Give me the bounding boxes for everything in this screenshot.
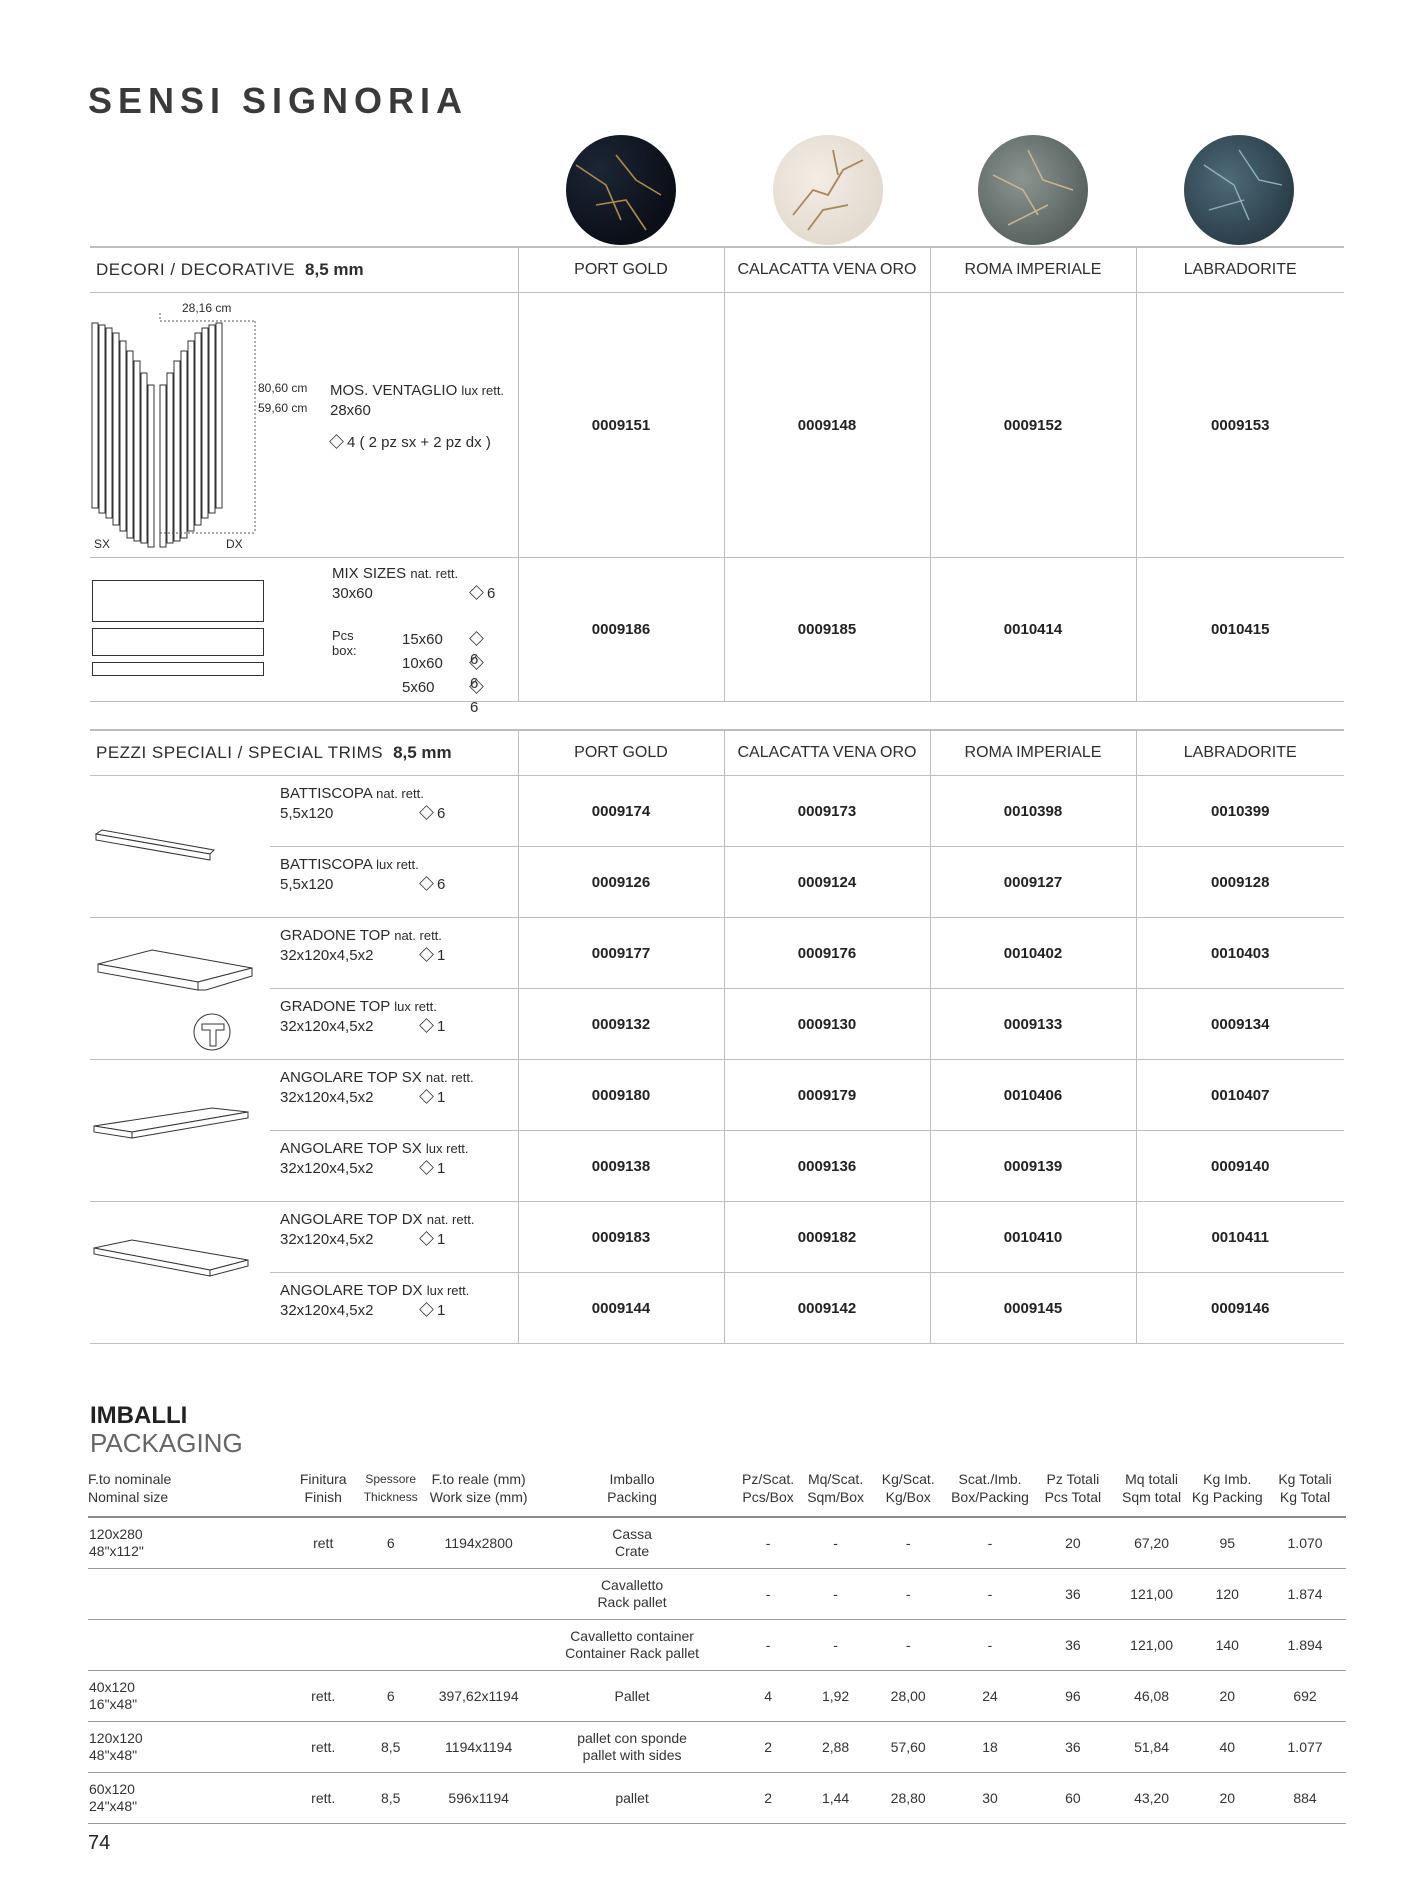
- code-cell: 0009127: [930, 847, 1136, 918]
- packaging-cell: 95: [1190, 1517, 1264, 1569]
- code-cell: 0009126: [518, 847, 724, 918]
- trim-qty: 1: [437, 1231, 446, 1248]
- box-icon: [419, 1302, 434, 1317]
- sub-qty: 6: [470, 675, 479, 692]
- header-it: F.to nominale: [88, 1471, 172, 1487]
- trim-size: 32x120x4,5x2: [280, 947, 374, 964]
- header-en: Kg Total: [1279, 1489, 1331, 1505]
- packaging-cell: 1.894: [1264, 1620, 1346, 1671]
- packaging-cell: rett.: [293, 1671, 354, 1722]
- packaging-cell: 120: [1190, 1569, 1264, 1620]
- trim-row: [90, 847, 1344, 918]
- header-en: Kg Packing: [1191, 1489, 1263, 1505]
- header-en: Box/Packing: [951, 1489, 1029, 1505]
- box-icon: [419, 876, 434, 891]
- packaging-cell: 1,92: [802, 1671, 870, 1722]
- packaging-cell: 40: [1190, 1722, 1264, 1773]
- decorative-label: DECORI / DECORATIVE: [96, 260, 296, 279]
- packaging-cell: -: [869, 1517, 947, 1569]
- swatch-labradorite: [1184, 135, 1294, 245]
- header-it: Pz/Scat.: [742, 1471, 795, 1487]
- packaging-cell: 28,00: [869, 1671, 947, 1722]
- trim-row: [90, 1131, 1344, 1202]
- packaging-cell: 2: [734, 1773, 802, 1824]
- packaging-cell: rett: [293, 1517, 354, 1569]
- packaging-cell: Pallet: [530, 1671, 735, 1722]
- trim-finish: nat. rett.: [425, 1070, 474, 1085]
- trim-row: [90, 918, 1344, 989]
- trim-qty: 1: [437, 1160, 446, 1177]
- code-cell: 0009144: [518, 1273, 724, 1344]
- trim-finish: lux rett.: [426, 1283, 470, 1298]
- packaging-cell: 36: [1033, 1569, 1113, 1620]
- header-en: Sqm/Box: [807, 1489, 864, 1505]
- code-cell: 0009176: [724, 918, 930, 989]
- header-it: Kg Totali: [1278, 1471, 1332, 1487]
- header-en: Finish: [304, 1489, 342, 1505]
- trim-name: ANGOLARE TOP SX: [280, 1069, 422, 1086]
- packaging-cell: -: [734, 1620, 802, 1671]
- header-en: Packing: [607, 1489, 657, 1505]
- packaging-cell: [293, 1569, 354, 1620]
- sub-size: 5x60: [402, 679, 435, 696]
- box-icon: [469, 679, 484, 694]
- packaging-cell: 60: [1033, 1773, 1113, 1824]
- trim-row: [90, 989, 1344, 1060]
- code-cell: 0010402: [930, 918, 1136, 989]
- packaging-cell: 20: [1190, 1773, 1264, 1824]
- packaging-cell: pallet: [530, 1773, 735, 1824]
- code-cell: 0009124: [724, 847, 930, 918]
- packaging-cell: 1194x2800: [428, 1517, 530, 1569]
- packaging-cell: -: [734, 1569, 802, 1620]
- packaging-cell: Cavalletto container Container Rack pallet: [530, 1620, 735, 1671]
- code-cell: 0010407: [1136, 1060, 1344, 1131]
- mos-ventaglio-cell: [90, 293, 518, 558]
- packaging-row: [88, 1569, 1346, 1620]
- code-cell: 0010411: [1136, 1202, 1344, 1273]
- code-cell: 0010415: [1136, 558, 1344, 702]
- trim-qty: 6: [437, 876, 446, 893]
- code-cell: 0009146: [1136, 1273, 1344, 1344]
- trim-illustration: [90, 1060, 270, 1202]
- dim-width: 28,16 cm: [182, 301, 232, 315]
- code-cell: 0009177: [518, 918, 724, 989]
- trim-description: [270, 1131, 518, 1202]
- sub-size: 15x60: [402, 631, 443, 648]
- mos-finish: lux rett.: [461, 383, 505, 398]
- trim-row: [90, 776, 1344, 847]
- packaging-cell: Cassa Crate: [530, 1517, 735, 1569]
- trim-name: GRADONE TOP: [280, 998, 391, 1015]
- sub-qty: 6: [470, 699, 479, 716]
- col-labradorite: LABRADORITE: [1136, 730, 1344, 776]
- code-cell: 0010410: [930, 1202, 1136, 1273]
- trim-finish: nat. rett.: [376, 786, 424, 801]
- label-sx: SX: [94, 537, 111, 551]
- packaging-cell: 397,62x1194: [428, 1671, 530, 1722]
- code-cell: 0009174: [518, 776, 724, 847]
- packaging-cell: -: [947, 1620, 1033, 1671]
- trim-finish: lux rett.: [425, 1141, 469, 1156]
- packaging-header: [947, 1470, 1033, 1517]
- code-cell: 0009132: [518, 989, 724, 1060]
- sub-size: 10x60: [402, 655, 443, 672]
- trim-qty: 1: [437, 1302, 446, 1319]
- code-cell: 0009151: [518, 293, 724, 558]
- box-icon: [419, 1231, 434, 1246]
- code-cell: 0009134: [1136, 989, 1344, 1060]
- packaging-header: [293, 1470, 354, 1517]
- trim-qty: 1: [437, 1018, 446, 1035]
- code-cell: 0009128: [1136, 847, 1344, 918]
- packaging-row: [88, 1517, 1346, 1569]
- packaging-cell: 4: [734, 1671, 802, 1722]
- mix-sizes-desc: [332, 564, 512, 716]
- trim-size: 5,5x120: [280, 805, 334, 822]
- header-it: Kg/Scat.: [881, 1471, 935, 1487]
- box-icon: [419, 1018, 434, 1033]
- special-trims-table: [90, 729, 1344, 1344]
- code-cell: 0010406: [930, 1060, 1136, 1131]
- mos-size: 28x60: [330, 402, 371, 419]
- packaging-header: [1190, 1470, 1264, 1517]
- header-en: Sqm total: [1122, 1489, 1182, 1505]
- packaging-cell: 8,5: [354, 1773, 428, 1824]
- trim-qty: 1: [437, 947, 446, 964]
- packaging-cell: -: [869, 1620, 947, 1671]
- header-en: Pcs/Box: [742, 1489, 794, 1505]
- packaging-header: [1264, 1470, 1346, 1517]
- packaging-cell: 57,60: [869, 1722, 947, 1773]
- packaging-cell: [88, 1569, 293, 1620]
- trim-row: [90, 1202, 1344, 1273]
- packaging-row: [88, 1773, 1346, 1824]
- packaging-header: [802, 1470, 870, 1517]
- box-icon: [469, 585, 484, 600]
- packaging-cell: -: [734, 1517, 802, 1569]
- box-icon: [419, 1089, 434, 1104]
- code-cell: 0009183: [518, 1202, 724, 1273]
- mix-sub-row: [402, 678, 479, 716]
- swatch-roma-imperiale: [978, 135, 1088, 245]
- label-dx: DX: [226, 537, 243, 551]
- trim-qty: 6: [437, 805, 446, 822]
- packaging-cell: [428, 1569, 530, 1620]
- trim-illustration: [90, 918, 270, 1060]
- trim-description: [270, 989, 518, 1060]
- code-cell: 0009182: [724, 1202, 930, 1273]
- packaging-cell: 596x1194: [428, 1773, 530, 1824]
- tile-15x60: [92, 628, 264, 656]
- code-cell: 0009142: [724, 1273, 930, 1344]
- packaging-heading: [90, 1402, 243, 1459]
- code-cell: 0009153: [1136, 293, 1344, 558]
- swatch-port-gold: [566, 135, 676, 245]
- packaging-cell: 1.070: [1264, 1517, 1346, 1569]
- code-cell: 0009179: [724, 1060, 930, 1131]
- page-title: SENSI SIGNORIA: [88, 80, 469, 121]
- packaging-cell: [354, 1569, 428, 1620]
- trim-size: 32x120x4,5x2: [280, 1089, 374, 1106]
- trim-description: [270, 776, 518, 847]
- header-it: Imballo: [609, 1471, 655, 1487]
- packaging-cell: 36: [1033, 1620, 1113, 1671]
- box-icon: [419, 805, 434, 820]
- packaging-cell: 2,88: [802, 1722, 870, 1773]
- mix-name: MIX SIZES: [332, 565, 407, 582]
- packaging-table: [88, 1470, 1346, 1824]
- packaging-cell: 884: [1264, 1773, 1346, 1824]
- mos-name: MOS. VENTAGLIO: [330, 382, 458, 399]
- packaging-cell: 140: [1190, 1620, 1264, 1671]
- page-number: 74: [88, 1832, 111, 1854]
- trim-size: 32x120x4,5x2: [280, 1302, 374, 1319]
- trim-name: BATTISCOPA: [280, 856, 372, 873]
- header-it: Scat./Imb.: [958, 1471, 1022, 1487]
- trim-size: 32x120x4,5x2: [280, 1018, 374, 1035]
- code-cell: 0009140: [1136, 1131, 1344, 1202]
- packaging-header: [428, 1470, 530, 1517]
- packaging-cell: 18: [947, 1722, 1033, 1773]
- packaging-cell: rett.: [293, 1722, 354, 1773]
- packaging-cell: rett.: [293, 1773, 354, 1824]
- trim-description: [270, 918, 518, 989]
- trims-label: PEZZI SPECIALI / SPECIAL TRIMS: [96, 743, 384, 762]
- packaging-cell: 40x120 16"x48": [88, 1671, 293, 1722]
- trim-name: ANGOLARE TOP DX: [280, 1211, 423, 1228]
- mos-ventaglio-drawing: [90, 293, 330, 555]
- packaging-cell: 20: [1190, 1671, 1264, 1722]
- code-cell: 0009138: [518, 1131, 724, 1202]
- packaging-cell: 1.874: [1264, 1569, 1346, 1620]
- trim-finish: nat. rett.: [394, 928, 442, 943]
- box-icon: [419, 947, 434, 962]
- packaging-cell: 96: [1033, 1671, 1113, 1722]
- header-it: Pz Totali: [1046, 1471, 1100, 1487]
- packaging-cell: 51,84: [1113, 1722, 1191, 1773]
- code-cell: 0009136: [724, 1131, 930, 1202]
- sub-qty: 6: [470, 651, 479, 668]
- packaging-cell: 1,44: [802, 1773, 870, 1824]
- packaging-cell: 67,20: [1113, 1517, 1191, 1569]
- trim-row: [90, 1273, 1344, 1344]
- header-it: Spessore: [365, 1472, 417, 1486]
- swatch-calacatta-vena-oro: [773, 135, 883, 245]
- packaging-cell: 121,00: [1113, 1569, 1191, 1620]
- header-en: Kg/Box: [885, 1489, 931, 1505]
- packaging-header: [1033, 1470, 1113, 1517]
- packaging-cell: -: [802, 1620, 870, 1671]
- header-it: Mq totali: [1125, 1471, 1179, 1487]
- packaging-cell: 692: [1264, 1671, 1346, 1722]
- packaging-title-en: PACKAGING: [90, 1428, 243, 1458]
- packaging-cell: -: [802, 1517, 870, 1569]
- code-cell: 0009145: [930, 1273, 1136, 1344]
- mix-sizes-cell: [90, 558, 518, 716]
- mix-sub-sizes: [402, 630, 479, 716]
- packaging-cell: [88, 1620, 293, 1671]
- header-it: Finitura: [299, 1471, 347, 1487]
- packaging-header: [354, 1470, 428, 1517]
- packaging-cell: 120x280 48"x112": [88, 1517, 293, 1569]
- packaging-cell: [428, 1620, 530, 1671]
- trim-size: 5,5x120: [280, 876, 334, 893]
- code-cell: 0010403: [1136, 918, 1344, 989]
- packaging-row: [88, 1722, 1346, 1773]
- code-cell: 0009133: [930, 989, 1136, 1060]
- dim-height-2: 59,60 cm: [258, 401, 308, 415]
- header-it: Mq/Scat.: [807, 1471, 864, 1487]
- code-cell: 0009173: [724, 776, 930, 847]
- dim-height-1: 80,60 cm: [258, 381, 308, 395]
- packaging-cell: 43,20: [1113, 1773, 1191, 1824]
- packaging-cell: -: [802, 1569, 870, 1620]
- trim-finish: lux rett.: [394, 999, 437, 1014]
- packaging-header: [869, 1470, 947, 1517]
- code-cell: 0009152: [930, 293, 1136, 558]
- trim-name: ANGOLARE TOP SX: [280, 1140, 422, 1157]
- packaging-cell: [354, 1620, 428, 1671]
- code-cell: 0010399: [1136, 776, 1344, 847]
- trims-thickness: 8,5 mm: [393, 743, 452, 762]
- header-en: Nominal size: [88, 1489, 169, 1505]
- packaging-cell: 24: [947, 1671, 1033, 1722]
- code-cell: 0010414: [930, 558, 1136, 702]
- col-labradorite: LABRADORITE: [1136, 247, 1344, 293]
- code-cell: 0009180: [518, 1060, 724, 1131]
- trim-name: ANGOLARE TOP DX: [280, 1282, 423, 1299]
- col-roma-imperiale: ROMA IMPERIALE: [930, 247, 1136, 293]
- code-cell: 0009139: [930, 1131, 1136, 1202]
- packaging-cell: pallet con sponde pallet with sides: [530, 1722, 735, 1773]
- mos-qty: 4 ( 2 pz sx + 2 pz dx ): [347, 434, 491, 451]
- col-roma-imperiale: ROMA IMPERIALE: [930, 730, 1136, 776]
- packaging-cell: Cavalletto Rack pallet: [530, 1569, 735, 1620]
- col-calacatta-vena-oro: CALACATTA VENA ORO: [724, 730, 930, 776]
- packaging-cell: 120x120 48"x48": [88, 1722, 293, 1773]
- packaging-header: [88, 1470, 293, 1517]
- trim-row: [90, 1060, 1344, 1131]
- tile-30x60: [92, 580, 264, 622]
- mix-size-qty: 6: [487, 585, 496, 602]
- mos-ventaglio-desc: [330, 381, 504, 453]
- packaging-title-it: IMBALLI: [90, 1402, 188, 1429]
- packaging-cell: [293, 1620, 354, 1671]
- packaging-cell: 6: [354, 1517, 428, 1569]
- trim-size: 32x120x4,5x2: [280, 1231, 374, 1248]
- header-en: Thickness: [363, 1490, 418, 1504]
- trim-description: [270, 847, 518, 918]
- code-cell: 0009186: [518, 558, 724, 702]
- trim-illustration: [90, 1202, 270, 1344]
- code-cell: 0009185: [724, 558, 930, 702]
- packaging-cell: -: [947, 1517, 1033, 1569]
- packaging-cell: 28,80: [869, 1773, 947, 1824]
- code-cell: 0010398: [930, 776, 1136, 847]
- mix-size: 30x60: [332, 585, 373, 602]
- packaging-cell: 30: [947, 1773, 1033, 1824]
- code-cell: 0009130: [724, 989, 930, 1060]
- packaging-cell: 6: [354, 1671, 428, 1722]
- col-port-gold: PORT GOLD: [518, 247, 724, 293]
- trim-description: [270, 1060, 518, 1131]
- tile-10x60: [92, 662, 264, 676]
- packaging-cell: -: [869, 1569, 947, 1620]
- packaging-cell: 1194x1194: [428, 1722, 530, 1773]
- pcs-box-label: Pcs box:: [332, 628, 357, 658]
- box-icon: [469, 631, 484, 646]
- trim-finish: lux rett.: [376, 857, 419, 872]
- packaging-cell: 1.077: [1264, 1722, 1346, 1773]
- header-it: Kg Imb.: [1203, 1471, 1252, 1487]
- trim-description: [270, 1273, 518, 1344]
- header-en: Work size (mm): [429, 1489, 528, 1505]
- header-it: F.to reale (mm): [431, 1471, 526, 1487]
- trim-description: [270, 1202, 518, 1273]
- trim-size: 32x120x4,5x2: [280, 1160, 374, 1177]
- packaging-cell: 20: [1033, 1517, 1113, 1569]
- trim-illustration: [90, 776, 270, 918]
- trim-finish: nat. rett.: [426, 1212, 475, 1227]
- col-calacatta-vena-oro: CALACATTA VENA ORO: [724, 247, 930, 293]
- trim-name: GRADONE TOP: [280, 927, 391, 944]
- box-icon: [329, 434, 344, 449]
- packaging-cell: -: [947, 1569, 1033, 1620]
- col-port-gold: PORT GOLD: [518, 730, 724, 776]
- packaging-cell: 36: [1033, 1722, 1113, 1773]
- packaging-header: [530, 1470, 735, 1517]
- trims-header: [90, 730, 518, 776]
- packaging-header: [1113, 1470, 1191, 1517]
- decorative-table: [90, 246, 1344, 716]
- packaging-row: [88, 1620, 1346, 1671]
- packaging-cell: 60x120 24"x48": [88, 1773, 293, 1824]
- box-icon: [419, 1160, 434, 1175]
- packaging-cell: 8,5: [354, 1722, 428, 1773]
- mix-finish: nat. rett.: [410, 566, 459, 581]
- packaging-header: [734, 1470, 802, 1517]
- decorative-thickness: 8,5 mm: [305, 260, 364, 279]
- packaging-cell: 2: [734, 1722, 802, 1773]
- code-cell: 0009148: [724, 293, 930, 558]
- trim-qty: 1: [437, 1089, 446, 1106]
- packaging-cell: 46,08: [1113, 1671, 1191, 1722]
- trim-name: BATTISCOPA: [280, 785, 372, 802]
- packaging-cell: 121,00: [1113, 1620, 1191, 1671]
- decorative-header: [90, 247, 518, 293]
- packaging-row: [88, 1671, 1346, 1722]
- box-icon: [469, 655, 484, 670]
- header-en: Pcs Total: [1044, 1489, 1102, 1505]
